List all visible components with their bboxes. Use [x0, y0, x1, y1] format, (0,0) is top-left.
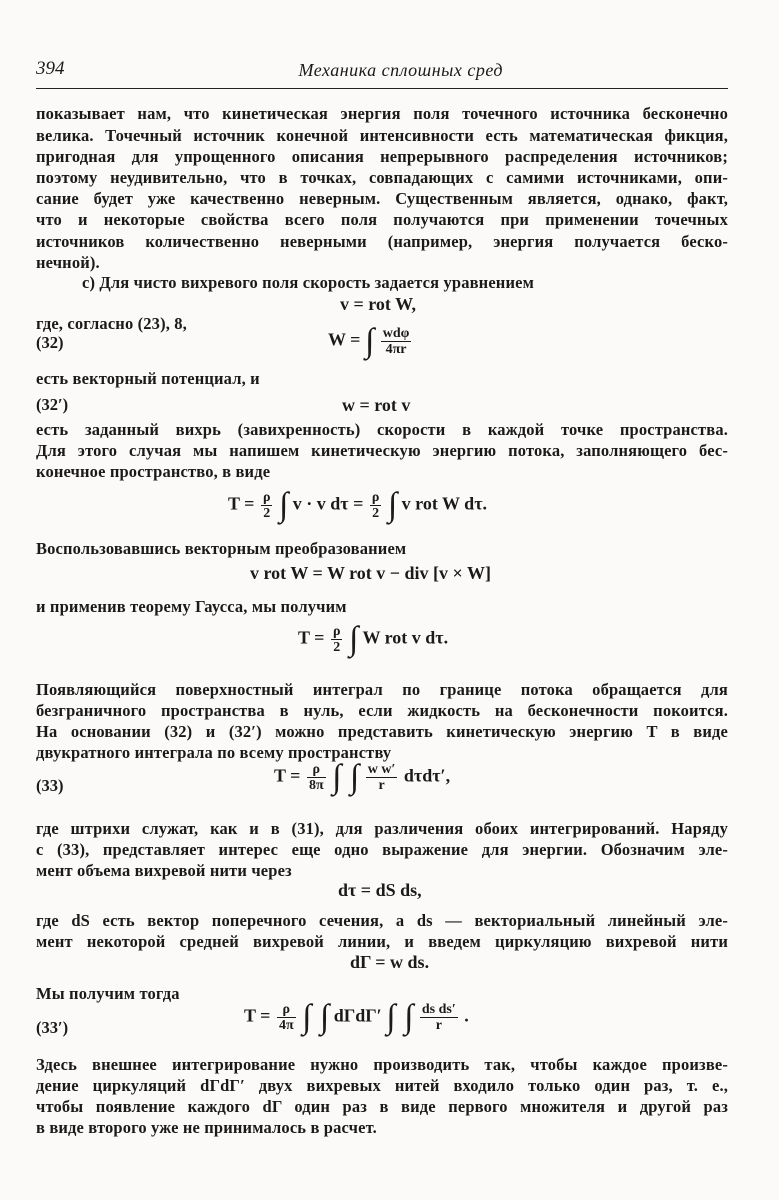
- running-title: Механика сплошных сред: [298, 60, 503, 80]
- text-line: с) Для чисто вихревого поля скорость задается уравнением: [82, 273, 534, 292]
- text-line: дение циркуляций dΓdΓ′ двух вихревых нитей входило только один раз, т. е.,: [36, 1076, 728, 1095]
- text-line: мент объема вихревой нити через: [36, 861, 292, 880]
- text-line: сание будет уже качественно неверным. Существенным является, однако, факт,: [36, 189, 728, 208]
- text-line: мент некоторой средней вихревой линии, и введем циркуляцию вихревой нити: [36, 932, 728, 951]
- text-line: что и некоторые свойства всего поля получаются при применении точечных: [36, 210, 728, 229]
- text-line: безграничного пространства в нуль, если жидкость на бесконечности покоится.: [36, 701, 728, 720]
- formula-dtau: dτ = dS ds,: [338, 880, 422, 900]
- text-line: Для этого случая мы напишем кинетическую энергию потока, заполняющего бес-: [36, 441, 728, 460]
- text-line: чтобы появление каждого dΓ один раз в виде первого множителя и другой раз: [36, 1097, 728, 1116]
- text-line: есть векторный потенциал, и: [36, 369, 260, 388]
- formula-dgamma: dΓ = w ds.: [350, 952, 430, 972]
- equation-label: (33′): [36, 1018, 69, 1037]
- text-line: где штрихи служат, как и в (31), для различения обоих интегрирований. Наряду: [36, 819, 728, 838]
- text-line: На основании (32) и (32′) можно представить кинетическую энергию T в виде: [36, 722, 728, 741]
- text-line: конечное пространство, в виде: [36, 462, 271, 481]
- text-line: Здесь внешнее интегрирование нужно производить так, чтобы каждое произве-: [36, 1055, 728, 1074]
- formula-v-rot: v = rot W,: [340, 294, 416, 314]
- formula-33: T = $\frac{\rho}{8\pi}$ ∫ ∫ $\frac{\text{w w′}}{r}$ dτdτ′,: [274, 758, 451, 796]
- text-line: Мы получим тогда: [36, 984, 180, 1003]
- formula-transform: v rot W = W rot v − div [v × W]: [250, 563, 491, 583]
- header-rule: [36, 88, 728, 89]
- text-line: и применив теорему Гаусса, мы получим: [36, 597, 347, 616]
- text-line: где dS есть вектор поперечного сечения, а ds — векториальный линейный эле-: [36, 911, 728, 930]
- text-line: поэтому неудивительно, что в точках, совпадающих с самими источниками, опи-: [36, 168, 728, 187]
- text-line: источников количественно неверными (например, энергия получается беско-: [36, 232, 728, 251]
- text-line: есть заданный вихрь (завихренность) скорости в каждой точке пространства.: [36, 420, 728, 439]
- text-line: Воспользовавшись векторным преобразованием: [36, 539, 407, 558]
- equation-label: (32′): [36, 395, 69, 414]
- formula-33p: T = $\frac{\rho}{4\pi}$ ∫ ∫ dΓdΓ′ ∫ ∫ $\frac{\text{ds ds′}}{r}$ .: [244, 998, 469, 1036]
- equation-label: (32): [36, 333, 64, 352]
- text-line: показывает нам, что кинетическая энергия поля точечного источника бесконечно: [36, 104, 728, 123]
- formula-gauss: T = $\frac{\rho}{2}$ ∫ W rot v dτ.: [298, 620, 449, 658]
- page-header: [36, 56, 728, 86]
- text-line: с (33), представляет интерес еще одно выражение для энергии. Обозначим эле-: [36, 840, 728, 859]
- equation-label: (33): [36, 776, 64, 795]
- text-line: Появляющийся поверхностный интеграл по границе потока обращается для: [36, 680, 728, 699]
- text-line: нечной).: [36, 253, 100, 272]
- text-line: велика. Точечный источник конечной интенсивности есть математическая фикция,: [36, 126, 728, 145]
- text-line: двукратного интеграла по всему пространству: [36, 743, 392, 762]
- page-number: 394: [36, 58, 65, 79]
- text-line: где, согласно (23), 8,: [36, 314, 187, 333]
- formula-32p: w = rot v: [342, 395, 411, 415]
- formula-32: W = ∫ $\frac{\text{wdφ}}{4\pi r}$: [328, 322, 410, 360]
- text-line: пригодная для упрощенного описания непрерывного распределения источников;: [36, 147, 728, 166]
- formula-energy-1: T = $\frac{\rho}{2}$ ∫ v · v dτ = $\frac{\rho}{2}$ ∫ v rot W dτ.: [228, 486, 487, 524]
- text-line: в виде второго уже не принималось в расчет.: [36, 1118, 377, 1137]
